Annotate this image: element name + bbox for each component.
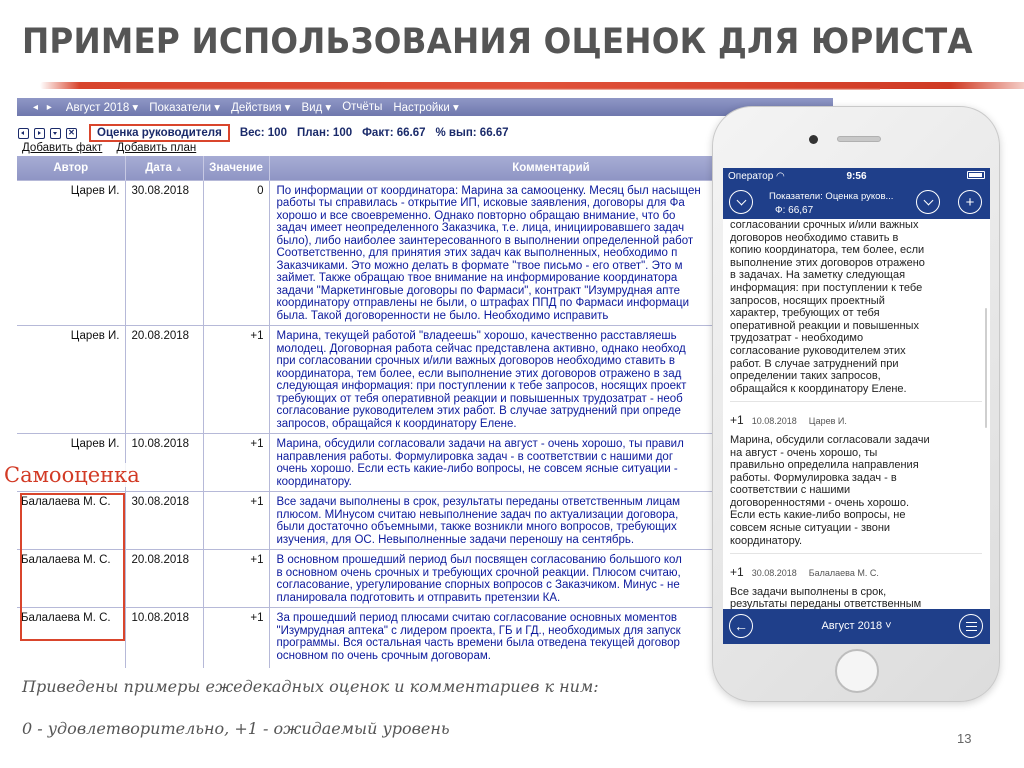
row-date: 20.08.2018 — [125, 326, 203, 434]
assessment-table — [17, 156, 833, 668]
status-bar — [723, 168, 990, 185]
row-comment: По информации от координатора: Марина за самооценку. Месяц был насыщен работы ты справилась - открытие ИП, исковые заявления, договоры для Фа хорошо и все своевременно. Однако повторно обращаю внимание, что бо задач имеет неопределенного Заказчика, т.е. лица, инициировавшего задач было), либо наиболее заинтересованного в выполнении определенной работ Соответственно, для принятия этих задач как выполненных, необходимо п Заказчиками. Это можно делать в формате "твое письмо - его ответ". Это м займет. Также обращаю твое внимание на информирование координатора задачи "Маркетинговые договоры по Фармаси", контракт "Изумрудная апте координатору отправлены не были, о штрафах ППД по Фармаси информаци была. Такой договоренности не было. Необходимо исправить — [269, 180, 833, 326]
chevron-down-icon — [923, 195, 933, 205]
desktop-app-screenshot — [17, 98, 833, 670]
slide-title: ПРИМЕР ИСПОЛЬЗОВАНИЯ ОЦЕНОК ДЛЯ ЮРИСТА — [22, 22, 973, 62]
row-author: Царев И. — [17, 326, 125, 434]
table-row[interactable] — [17, 550, 833, 608]
left-arrow-icon[interactable] — [18, 128, 29, 139]
table-row[interactable] — [17, 180, 833, 326]
entry-date: 10.08.2018 — [751, 416, 797, 427]
row-comment: В основном прошедший период был посвящен согласованию большого кол в основном очень срочных и требующих срочной реакции. Плюсом считаю, согласование, урегулирование спорных вопросов с Заказчиком. Минус - не планировала подготовить и отправить претензии КА. — [269, 550, 833, 608]
app-footer — [723, 609, 990, 644]
entry-value: +1 — [730, 565, 744, 580]
table-row[interactable] — [17, 326, 833, 434]
chevron-down-icon — [736, 195, 746, 205]
add-fact-link[interactable]: Добавить факт — [22, 142, 103, 154]
menu-actions[interactable]: Действия ▾ — [231, 102, 291, 114]
divider — [730, 401, 982, 402]
close-icon[interactable]: ✕ — [66, 128, 77, 139]
row-value: +1 — [203, 550, 269, 608]
camera-icon — [809, 135, 818, 144]
add-plan-link[interactable]: Добавить план — [116, 142, 197, 154]
row-value: +1 — [203, 326, 269, 434]
list-item: Все задачи выполнены в срок, результаты переданы ответственным — [730, 585, 922, 609]
expand-button[interactable] — [916, 190, 940, 214]
caption-line-2: 0 - удовлетворительно, +1 - ожидаемый уровень — [22, 719, 450, 738]
action-links — [22, 142, 207, 154]
entry-author: Балалаева М. С. — [808, 568, 879, 579]
sort-arrow-icon: ▲ — [174, 163, 183, 173]
divider — [730, 553, 982, 554]
list-item: Марина, обсудили согласовали задачи на август - очень хорошо, ты правильно определила направления работы. Формулировка задач - в соответствии с нашими договоренностями - очень хорошо. Если есть какие-либо вопросы, не совсем ясные ситуации - звони координатору. — [730, 433, 930, 547]
menu-indicators[interactable]: Показатели ▾ — [149, 102, 221, 114]
carrier-label: Оператор ◠ — [728, 171, 785, 182]
table-row[interactable] — [17, 492, 833, 550]
entry-value: +1 — [730, 413, 744, 428]
menu-settings[interactable]: Настройки ▾ — [393, 102, 459, 114]
column-header-author[interactable]: Автор — [17, 156, 125, 180]
row-author: Балалаева М. С. — [17, 492, 125, 550]
entry-meta — [730, 414, 982, 428]
menu-reports[interactable]: Отчёты — [342, 101, 383, 113]
entry-meta — [730, 566, 982, 580]
table-row[interactable] — [17, 608, 833, 668]
row-author: Царев И. — [17, 180, 125, 326]
row-comment: Марина, обсудили согласовали задачи на август - очень хорошо, ты правил направления работы. Формулировка задач - в соответствии с нашими дог очень хорошо. Если есть какие-либо вопросы, не совсем ясные ситуации - координатору. — [269, 434, 833, 492]
row-author: Балалаева М. С. — [17, 550, 125, 608]
right-arrow-icon[interactable] — [34, 128, 45, 139]
down-arrow-icon[interactable] — [50, 128, 61, 139]
phone-screen — [723, 168, 990, 644]
comments-list[interactable] — [723, 219, 990, 609]
phone-mockup — [712, 106, 1000, 702]
entry-date: 30.08.2018 — [751, 568, 797, 579]
row-comment: Все задачи выполнены в срок, результаты переданы ответственным лицам плюсом. МИнусом считаю невыполнение задач по актуализации договора, были достаточно объемными, также возникли много вопросов, требующих изучения, для ОС. Невыполненные задачи переношу на сентябрь. — [269, 492, 833, 550]
column-header-value[interactable]: Значение — [203, 156, 269, 180]
wifi-icon: ◠ — [776, 171, 785, 182]
header-title: Показатели: Оценка руков... — [769, 191, 894, 202]
column-header-comment[interactable]: Комментарий — [269, 156, 833, 180]
row-comment: Марина, текущей работой "владеешь" хорошо, качественно расставляешь молодец. Договорная работа сейчас представлена активно, однако необход при согласовании срочных и/или важных договоров необходимо ставить в координатора, тем более, если выполнение этих договоров отражено в зад следующая информация: при поступлении к тебе запросов, носящих проект требующих от тебя оперативной реакции и повышенных трудозатрат - необ согласование руководителем этих работ. В случае затруднений при опреде запросов, обращайся к координатору Елене. — [269, 326, 833, 434]
caption-line-1: Приведены примеры ежедекадных оценок и комментариев к ним: — [22, 677, 599, 696]
weight-value: Вес: 100 — [239, 127, 287, 139]
row-value: +1 — [203, 492, 269, 550]
row-date: 20.08.2018 — [125, 550, 203, 608]
row-value: +1 — [203, 608, 269, 668]
menu-month[interactable]: Август 2018 ▾ — [65, 102, 139, 114]
month-selector[interactable]: Август 2018 ˅ — [821, 620, 892, 632]
column-header-date[interactable]: Дата ▲ — [125, 156, 203, 180]
plus-icon: + — [965, 193, 975, 211]
row-author: Балалаева М. С. — [17, 608, 125, 668]
arrow-left-icon: ← — [734, 617, 748, 634]
indicator-toolbar — [17, 124, 509, 142]
menu-view[interactable]: Вид ▾ — [301, 102, 332, 114]
speaker-grille — [837, 136, 881, 142]
row-value: +1 — [203, 434, 269, 492]
status-time: 9:56 — [846, 171, 867, 182]
entry-author: Царев И. — [808, 416, 847, 427]
menu-bar — [17, 98, 833, 116]
add-button[interactable] — [958, 190, 982, 214]
row-date: 10.08.2018 — [125, 608, 203, 668]
percent-done-value: % вып: 66.67 — [435, 127, 509, 139]
row-date: 30.08.2018 — [125, 180, 203, 326]
scrollbar[interactable] — [985, 308, 987, 428]
title-underline-stroke — [120, 88, 880, 90]
row-value: 0 — [203, 180, 269, 326]
header-fact: Ф: 66,67 — [775, 205, 814, 216]
self-assessment-label: Самооценка — [4, 463, 140, 487]
fact-value: Факт: 66.67 — [362, 127, 426, 139]
row-comment: За прошедший период плюсами считаю согласование основных моментов "Изумрудная аптека" с лидером проекта, ГБ и ГД., необходимых для запуск программы. Вся остальная часть времени была отведена текущей договор основном по очень срочным договорам. — [269, 608, 833, 668]
hamburger-icon — [966, 622, 977, 631]
battery-icon — [899, 171, 985, 182]
indicator-name: Оценка руководителя — [89, 124, 230, 142]
page-number: 13 — [957, 731, 972, 746]
row-date: 30.08.2018 — [125, 492, 203, 550]
list-item: согласовании срочных и/или важных договоров необходимо ставить в копию координатора, тем более, если выполнение этих договоров отражено в задачах. На заметку следующая информация: при поступлении к тебе запросов, носящих проектный характер, требующих от тебя оперативной реакции и повышенных трудозатрат - необходимо согласование руководителем этих работ. В случае затруднений при определении таких запросов, обращайся к координатору Елене. — [730, 219, 925, 395]
home-button[interactable] — [835, 649, 879, 693]
row-date: 10.08.2018 — [125, 434, 203, 492]
plan-value: План: 100 — [296, 127, 353, 139]
menu-button[interactable] — [959, 614, 983, 638]
row-author: Царев И. — [17, 434, 125, 492]
collapse-button[interactable] — [729, 190, 753, 214]
app-header — [723, 185, 990, 219]
month-nav-arrows[interactable]: ◂ ▸ — [33, 101, 55, 113]
